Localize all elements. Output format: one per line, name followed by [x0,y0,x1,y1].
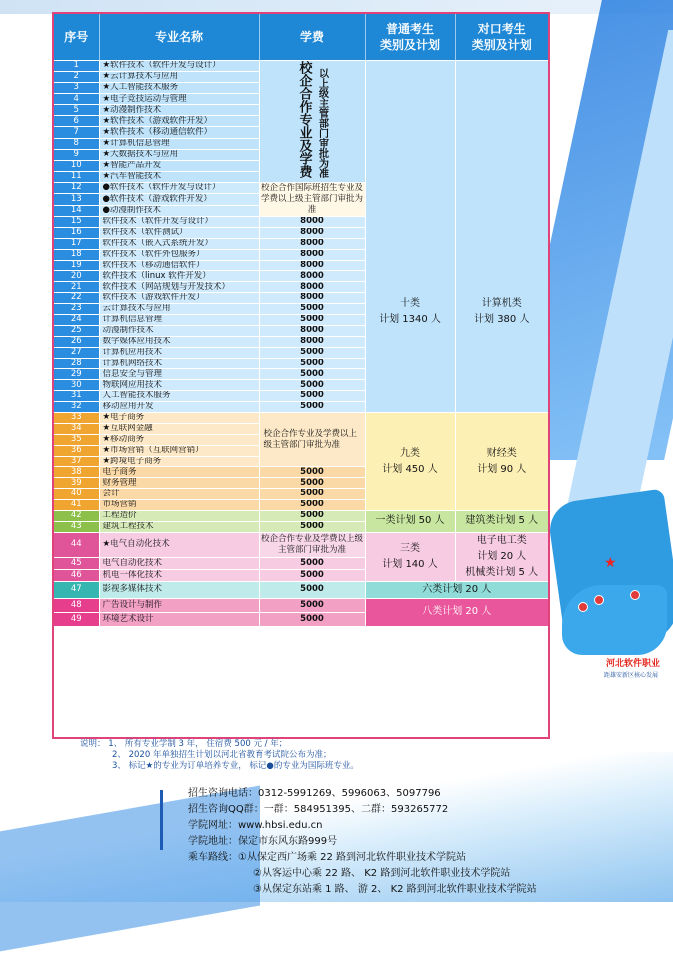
fee-value: 5000 [259,557,365,569]
major-name: 工程造价 [99,511,259,522]
fee-value: 5000 [259,467,365,478]
major-name: 软件技术（软件外包服务） [99,249,259,260]
row-number: 6 [54,116,99,127]
major-name: ★市场营销（互联网营销） [99,445,259,456]
fee-value: 5000 [259,347,365,358]
row-number: 48 [54,598,99,612]
row-number: 19 [54,260,99,271]
fee-value: 5000 [259,581,365,598]
major-name: ★软件技术（软件开发与设计） [99,61,259,72]
major-name: 计算机信息管理 [99,315,259,326]
row-number: 45 [54,557,99,569]
row-number: 40 [54,489,99,500]
map-marker-icon [578,602,588,612]
major-name: ★动漫制作技术 [99,105,259,116]
fee-value: 5000 [259,612,365,626]
major-name: 信息安全与管理 [99,369,259,380]
fee-value: 5000 [259,598,365,612]
row-number: 20 [54,271,99,282]
major-name: ●动漫制作技术 [99,205,259,216]
major-name: ★互联网金融 [99,423,259,434]
fee-value: 5000 [259,358,365,369]
route-item: ③从保定东站乘 1 路、 游 2、 K2 路到河北软件职业技术学院站 [253,884,537,895]
map-caption: 河北软件职业 [606,659,661,669]
major-name: ●软件技术（软件开发与设计） [99,183,259,194]
major-name: 物联网应用技术 [99,380,259,391]
col-header-fee: 学费 [259,14,365,61]
row-number: 12 [54,183,99,194]
fee-value: 5000 [259,500,365,511]
row-number: 49 [54,612,99,626]
normal-plan: 一类计划 50 人 [365,511,455,533]
row-number: 43 [54,521,99,532]
row-number: 29 [54,369,99,380]
note-item: 1、 所有专业学制 3 年， 住宿费 500 元 / 年； [108,739,288,749]
row-number: 1 [54,61,99,72]
hebei-map [552,490,673,690]
major-name: 动漫制作技术 [99,325,259,336]
major-name: 广告设计与制作 [99,598,259,612]
major-name: 市场营销 [99,500,259,511]
row-number: 3 [54,83,99,94]
fee-value: 8000 [259,217,365,228]
fee-value: 5000 [259,521,365,532]
major-name: 移动应用开发 [99,402,259,413]
fee-value: 8000 [259,271,365,282]
row-number: 44 [54,532,99,557]
row-number: 2 [54,72,99,83]
plan-combined: 八类计划 20 人 [365,598,548,626]
route-item: ②从客运中心乘 22 路、 K2 路到河北软件职业技术学院站 [253,868,511,879]
contact-phone: 招生咨询电话：0312-5991269、5996063、5097796 [188,788,441,799]
major-name: 软件技术（网站规划与开发技术） [99,282,259,293]
contact-website[interactable]: 学院网址：www.hbsi.edu.cn [188,820,323,831]
fee-value: 8000 [259,293,365,304]
row-number: 27 [54,347,99,358]
route-item: ①从保定西广场乘 22 路到河北软件职业技术学院站 [238,852,467,863]
row-number: 9 [54,149,99,160]
major-name: ★电子竞技运动与管理 [99,94,259,105]
normal-plan: 三类 计划 140 人 [365,532,455,581]
map-marker-icon [630,590,640,600]
fee-value: 5000 [259,315,365,326]
star-icon: ★ [604,555,617,571]
major-name: ★软件技术（移动通信软件） [99,127,259,138]
fee-value: 5000 [259,478,365,489]
table-row [54,511,548,522]
row-number: 17 [54,238,99,249]
fee-note-main: 校企合作专业及学费 [296,61,312,178]
contact-accent-bar [160,790,163,850]
table-row [54,61,548,72]
major-name: 会计 [99,489,259,500]
row-number: 36 [54,445,99,456]
major-name: ★人工智能技术服务 [99,83,259,94]
major-name: 软件技术（游戏软件开发） [99,293,259,304]
table-row [54,581,548,598]
major-name: ★电子商务 [99,413,259,424]
major-name: 软件技术（软件开发与设计） [99,217,259,228]
fee-value: 5000 [259,380,365,391]
table-row [54,598,548,612]
counter-plan: 财经类 计划 90 人 [455,413,548,511]
row-number: 25 [54,325,99,336]
fee-value: 8000 [259,238,365,249]
major-name: ★大数据技术与应用 [99,149,259,160]
row-number: 39 [54,478,99,489]
row-number: 24 [54,315,99,326]
fee-value: 8000 [259,249,365,260]
row-number: 8 [54,138,99,149]
col-header-normal: 普通考生 类别及计划 [365,14,455,61]
major-name: 财务管理 [99,478,259,489]
fee-value: 8000 [259,260,365,271]
row-number: 16 [54,227,99,238]
major-name: ●软件技术（游戏软件开发） [99,194,259,205]
major-name: 数字媒体应用技术 [99,336,259,347]
major-name: 软件技术（软件测试） [99,227,259,238]
row-number: 21 [54,282,99,293]
row-number: 31 [54,391,99,402]
major-name: ★移动商务 [99,434,259,445]
row-number: 42 [54,511,99,522]
major-name: ★云计算技术与应用 [99,72,259,83]
col-header-counterpart: 对口考生 类别及计划 [455,14,548,61]
row-number: 23 [54,304,99,315]
table-row [54,532,548,557]
major-name: 电子商务 [99,467,259,478]
row-number: 11 [54,171,99,182]
fee-value: 5000 [259,402,365,413]
major-name: 机电一体化技术 [99,569,259,581]
fee-value: 5000 [259,489,365,500]
counter-plan: 电子电工类 计划 20 人 机械类计划 5 人 [455,532,548,581]
row-number: 26 [54,336,99,347]
major-name: 软件技术（linux 软件开发） [99,271,259,282]
route-label: 乘车路线： [188,852,238,863]
fee-value: 5000 [259,511,365,522]
row-number: 47 [54,581,99,598]
major-name: 软件技术（嵌入式系统开发） [99,238,259,249]
counter-plan: 计算机类 计划 380 人 [455,61,548,413]
major-name: 计算机网络技术 [99,358,259,369]
notes-label: 说明： [80,739,106,749]
fee-note: 校企合作专业及学费以上级主管部门审批为准 [259,413,365,467]
row-number: 34 [54,423,99,434]
normal-plan: 九类 计划 450 人 [365,413,455,511]
row-number: 7 [54,127,99,138]
notes [80,739,359,772]
major-name: ★跨境电子商务 [99,456,259,467]
enrollment-table [52,12,550,739]
counter-plan: 建筑类计划 5 人 [455,511,548,533]
contact-info [188,786,537,898]
fee-note-side: 以上级主管部门审批为准 [316,68,328,178]
fee-value: 5000 [259,304,365,315]
major-name: 人工智能技术服务 [99,391,259,402]
row-number: 13 [54,194,99,205]
row-number: 4 [54,94,99,105]
row-number: 18 [54,249,99,260]
major-name: ★汽车智能技术 [99,171,259,182]
major-name: ★软件技术（游戏软件开发） [99,116,259,127]
fee-value: 8000 [259,336,365,347]
fee-note: 校企合作国际班招生专业及学费以上级主管部门审批为准 [260,183,363,215]
contact-qq: 招生咨询QQ群：一群：584951395、二群：593265772 [188,804,449,815]
major-name: 环境艺术设计 [99,612,259,626]
contact-address: 学院地址：保定市东风东路999号 [188,836,338,847]
row-number: 32 [54,402,99,413]
row-number: 46 [54,569,99,581]
fee-value: 5000 [259,391,365,402]
major-name: ★电气自动化技术 [99,532,259,557]
row-number: 22 [54,293,99,304]
row-number: 15 [54,217,99,228]
fee-value: 8000 [259,325,365,336]
major-name: ★智能产品开发 [99,160,259,171]
row-number: 37 [54,456,99,467]
row-number: 33 [54,413,99,424]
major-name: 建筑工程技术 [99,521,259,532]
fee-note [259,61,365,183]
row-number: 28 [54,358,99,369]
normal-plan: 十类 计划 1340 人 [365,61,455,413]
fee-value: 8000 [259,282,365,293]
major-name: 软件技术（移动通信软件） [99,260,259,271]
row-number: 14 [54,205,99,216]
major-name: 计算机应用技术 [99,347,259,358]
row-number: 5 [54,105,99,116]
note-item: 2、 2020 年单独招生计划以河北省教育考试院公布为准； [112,750,332,760]
row-number: 30 [54,380,99,391]
col-header-major: 专业名称 [99,14,259,61]
row-number: 10 [54,160,99,171]
note-item: 3、 标记★的专业为订单培养专业， 标记●的专业为国际班专业。 [112,761,359,771]
fee-value: 8000 [259,227,365,238]
table-row [54,413,548,424]
col-header-no: 序号 [54,14,99,61]
row-number: 38 [54,467,99,478]
major-name: 云计算技术与应用 [99,304,259,315]
major-name: 电气自动化技术 [99,557,259,569]
fee-value: 5000 [259,369,365,380]
major-name: 影视多媒体技术 [99,581,259,598]
plan-combined: 六类计划 20 人 [365,581,548,598]
fee-note: 校企合作专业及学费以上级主管部门审批为准 [259,532,365,557]
row-number: 41 [54,500,99,511]
major-name: ★计算机信息管理 [99,138,259,149]
map-marker-icon [594,595,604,605]
map-region [562,585,667,655]
row-number: 35 [54,434,99,445]
fee-value: 5000 [259,569,365,581]
map-subcaption: 距雄安新区核心发展 [604,672,659,679]
